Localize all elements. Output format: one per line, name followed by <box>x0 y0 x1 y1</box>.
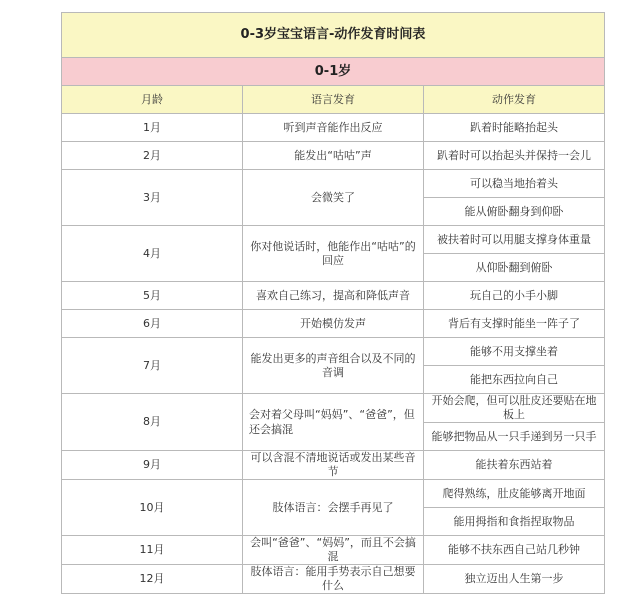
table-row <box>62 226 605 254</box>
action-cell: 能够把物品从一只手递到另一只手 <box>424 423 605 451</box>
action-cell: 可以稳当地抬着头 <box>424 170 605 198</box>
language-cell: 听到声音能作出反应 <box>243 114 424 142</box>
language-cell: 你对他说话时，他能作出“咕咕”的回应 <box>243 226 424 282</box>
table-row <box>62 536 605 565</box>
month-cell: 4月 <box>62 226 243 282</box>
action-cell: 爬得熟练，肚皮能够离开地面 <box>424 480 605 508</box>
table-row <box>62 114 605 142</box>
action-cell: 能用拇指和食指捏取物品 <box>424 508 605 536</box>
month-cell: 10月 <box>62 480 243 536</box>
action-cell: 玩自己的小手小脚 <box>424 282 605 310</box>
table-row <box>62 480 605 508</box>
month-cell: 8月 <box>62 394 243 451</box>
month-cell: 12月 <box>62 565 243 594</box>
month-cell: 11月 <box>62 536 243 565</box>
month-cell: 7月 <box>62 338 243 394</box>
language-cell: 肢体语言：能用手势表示自己想要什么 <box>243 565 424 594</box>
action-cell: 能扶着东西站着 <box>424 451 605 480</box>
action-cell: 趴着时能略抬起头 <box>424 114 605 142</box>
language-cell: 会叫“爸爸”、“妈妈”，而且不会搞混 <box>243 536 424 565</box>
table-body <box>62 114 605 594</box>
action-cell: 背后有支撑时能坐一阵子了 <box>424 310 605 338</box>
month-cell: 9月 <box>62 451 243 480</box>
language-cell: 能发出“咕咕”声 <box>243 142 424 170</box>
action-cell: 独立迈出人生第一步 <box>424 565 605 594</box>
month-cell: 6月 <box>62 310 243 338</box>
action-cell: 能够不扶东西自己站几秒钟 <box>424 536 605 565</box>
table-row <box>62 565 605 594</box>
language-cell: 会微笑了 <box>243 170 424 226</box>
action-cell: 从仰卧翻到俯卧 <box>424 254 605 282</box>
action-cell: 能把东西拉向自己 <box>424 366 605 394</box>
action-cell: 被扶着时可以用腿支撑身体重量 <box>424 226 605 254</box>
language-cell: 肢体语言：会摆手再见了 <box>243 480 424 536</box>
month-cell: 2月 <box>62 142 243 170</box>
table-row <box>62 170 605 198</box>
column-header-language: 语言发育 <box>243 86 424 114</box>
action-cell: 开始会爬，但可以肚皮还要贴在地板上 <box>424 394 605 423</box>
action-cell: 能从俯卧翻身到仰卧 <box>424 198 605 226</box>
month-cell: 3月 <box>62 170 243 226</box>
month-cell: 1月 <box>62 114 243 142</box>
table-title: 0-3岁宝宝语言-动作发育时间表 <box>62 13 605 58</box>
action-cell: 趴着时可以抬起头并保持一会儿 <box>424 142 605 170</box>
table-row <box>62 310 605 338</box>
column-header-action: 动作发育 <box>424 86 605 114</box>
table-row <box>62 451 605 480</box>
language-cell: 喜欢自己练习，提高和降低声音 <box>243 282 424 310</box>
language-cell: 开始模仿发声 <box>243 310 424 338</box>
table-row <box>62 338 605 366</box>
table-row <box>62 142 605 170</box>
month-cell: 5月 <box>62 282 243 310</box>
table-row <box>62 282 605 310</box>
language-cell: 能发出更多的声音组合以及不同的音调 <box>243 338 424 394</box>
table-row <box>62 394 605 423</box>
schedule-sheet <box>61 12 605 594</box>
column-header-month: 月龄 <box>62 86 243 114</box>
development-table <box>61 12 605 594</box>
action-cell: 能够不用支撑坐着 <box>424 338 605 366</box>
language-cell: 会对着父母叫“妈妈”、“爸爸”，但还会搞混 <box>243 394 424 451</box>
language-cell: 可以含混不清地说话或发出某些音节 <box>243 451 424 480</box>
section-header: 0-1岁 <box>62 58 605 86</box>
